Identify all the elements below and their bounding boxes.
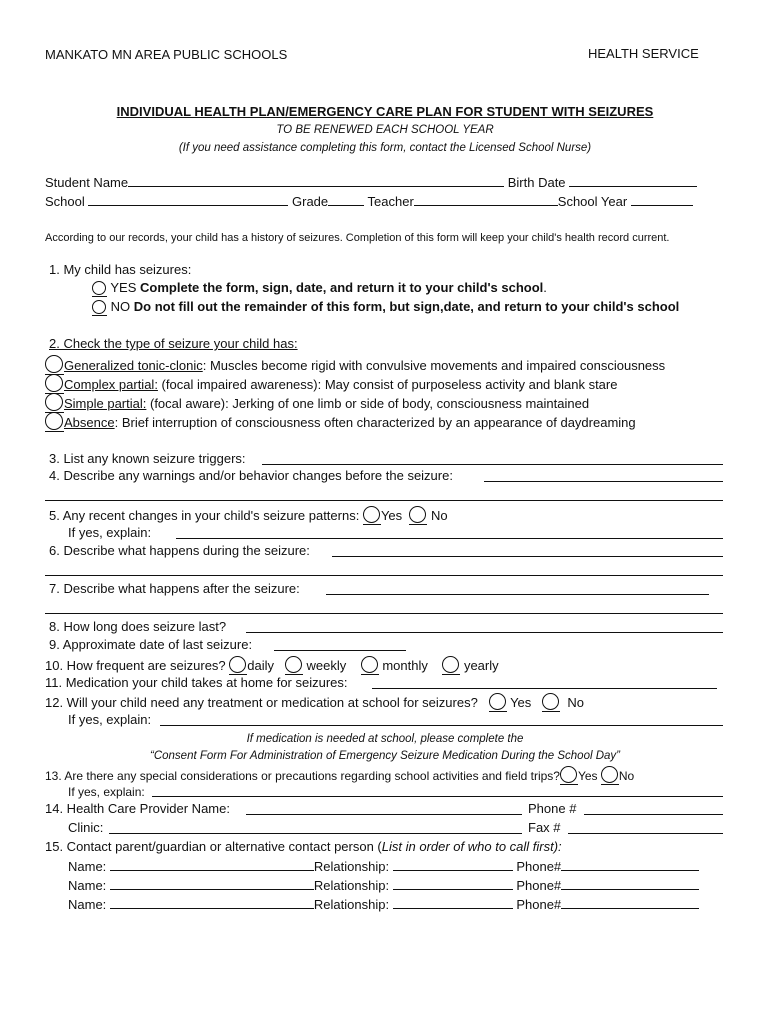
q6-field-line2[interactable] [45, 575, 723, 576]
contact-relationship-field[interactable] [393, 858, 513, 871]
q1-no-row [92, 299, 679, 316]
contact-relationship-field[interactable] [393, 877, 513, 890]
contact-row [68, 877, 699, 894]
q14-fax-label: Fax # [528, 820, 561, 835]
q10-monthly-radio[interactable] [361, 656, 379, 675]
birth-date-label: Birth Date [507, 175, 566, 190]
q5-yes-radio[interactable] [363, 506, 381, 525]
q13-yes-radio[interactable] [560, 766, 578, 785]
contact-phone-field[interactable] [561, 896, 699, 909]
contact-phone-label: Phone# [516, 878, 562, 893]
q5-explain-label: If yes, explain: [68, 525, 152, 540]
school-row [45, 193, 693, 210]
q12-row [45, 693, 584, 712]
medication-note: If medication is needed at school, please complete the [246, 733, 524, 745]
q12-explain-label: If yes, explain: [68, 712, 152, 727]
q1-label: 1. My child has seizures: [49, 262, 192, 277]
seizure-type-name: Simple partial: [64, 396, 147, 411]
birth-date-field[interactable] [569, 174, 697, 187]
q12-no-label: No [567, 695, 584, 710]
school-year-field[interactable] [631, 193, 693, 206]
q11-label: 11. Medication your child takes at home for seizures: [45, 675, 348, 690]
seizure-type-checkbox[interactable] [45, 412, 64, 432]
q1-no-text: Do not fill out the remainder of this form, but sign,date, and return to your child's school [133, 299, 680, 314]
contact-row [68, 858, 699, 875]
q10-daily-label: daily [247, 658, 275, 673]
consent-form-name: “Consent Form For Administration of Emergency Seizure Medication During the School Day” [150, 750, 620, 762]
form-subtitle-assistance: (If you need assistance completing this form, contact the Licensed School Nurse) [178, 142, 592, 154]
contact-name-label: Name: [68, 878, 107, 893]
q1-yes-radio[interactable] [92, 280, 107, 297]
q7-label: 7. Describe what happens after the seizure: [49, 581, 300, 596]
contact-relationship-label: Relationship: [313, 897, 390, 912]
q12-no-radio[interactable] [542, 693, 560, 712]
q12-yes-radio[interactable] [489, 693, 507, 712]
q14-phone-label: Phone # [528, 801, 577, 816]
q5-no-label: No [431, 508, 448, 523]
q10-row [45, 656, 499, 675]
q4-field-line2[interactable] [45, 500, 723, 501]
contact-name-field[interactable] [110, 877, 314, 890]
clinic-field[interactable] [109, 833, 522, 834]
seizure-type-desc: : Brief interruption of consciousness often characterized by an appearance of daydreaming [114, 415, 636, 430]
school-year-label: School Year [557, 194, 628, 209]
q14-label: 14. Health Care Provider Name: [45, 801, 230, 816]
contact-relationship-label: Relationship: [313, 859, 390, 874]
contact-name-field[interactable] [110, 896, 314, 909]
contact-phone-field[interactable] [561, 858, 699, 871]
q12-label: 12. Will your child need any treatment or medication at school for seizures? [45, 695, 478, 710]
q4-label: 4. Describe any warnings and/or behavior changes before the seizure: [49, 468, 453, 483]
seizure-type-row [45, 355, 665, 375]
q13-row [45, 766, 634, 785]
q8-label: 8. How long does seizure last? [49, 619, 227, 634]
seizure-type-desc: (focal aware): Jerking of one limb or side of body, consciousness maintained [146, 396, 590, 411]
department-name: HEALTH SERVICE [588, 46, 699, 61]
clinic-fax-field[interactable] [568, 833, 723, 834]
q13-no-label: No [618, 769, 635, 783]
contact-phone-label: Phone# [516, 897, 562, 912]
seizure-type-checkbox[interactable] [45, 374, 64, 394]
q1-no-label: NO [110, 299, 131, 314]
seizure-type-desc: (focal impaired awareness): May consist of purposeless activity and blank stare [157, 377, 618, 392]
org-name: MANKATO MN AREA PUBLIC SCHOOLS [45, 47, 288, 62]
q6-label: 6. Describe what happens during the seizure: [49, 543, 310, 558]
q7-field[interactable] [326, 594, 709, 595]
student-name-label: Student Name [45, 175, 129, 190]
contact-row [68, 896, 699, 913]
student-name-field[interactable] [128, 174, 504, 187]
q1-yes-label: YES [110, 280, 137, 295]
q15-label-row [45, 839, 562, 855]
q4-field[interactable] [484, 481, 723, 482]
q5-no-radio[interactable] [409, 506, 427, 525]
contact-name-label: Name: [68, 897, 107, 912]
school-field[interactable] [88, 193, 288, 206]
q12-explain-field[interactable] [160, 725, 723, 726]
q6-field[interactable] [332, 556, 723, 557]
q8-field[interactable] [246, 632, 723, 633]
q10-weekly-radio[interactable] [285, 656, 303, 675]
teacher-label: Teacher [367, 194, 414, 209]
school-label: School [45, 194, 85, 209]
q11-field[interactable] [372, 688, 717, 689]
q10-yearly-radio[interactable] [442, 656, 460, 675]
seizure-type-row [45, 412, 636, 432]
seizure-type-row [45, 393, 589, 413]
seizure-type-name: Complex partial: [64, 377, 158, 392]
q2-label: 2. Check the type of seizure your child has: [49, 336, 298, 351]
q5-row [49, 506, 448, 525]
contact-name-field[interactable] [110, 858, 314, 871]
q14-clinic-label: Clinic: [68, 820, 104, 835]
form-subtitle-renewal: TO BE RENEWED EACH SCHOOL YEAR [276, 124, 494, 136]
q1-no-radio[interactable] [92, 299, 107, 316]
q13-label: 13. Are there any special considerations or precautions regarding school activities and field trips? [45, 769, 560, 783]
q3-field[interactable] [262, 464, 723, 465]
seizure-type-name: Generalized tonic-clonic [64, 358, 203, 373]
q13-yes-label: Yes [577, 769, 598, 783]
provider-name-field[interactable] [246, 814, 522, 815]
q7-field-line2[interactable] [45, 613, 723, 614]
grade-field[interactable] [328, 193, 364, 206]
contact-name-label: Name: [68, 859, 107, 874]
q1-yes-period: . [543, 280, 547, 295]
provider-phone-field[interactable] [584, 814, 723, 815]
q12-yes-label: Yes [510, 695, 532, 710]
seizure-type-checkbox[interactable] [45, 393, 64, 413]
form-title: INDIVIDUAL HEALTH PLAN/EMERGENCY CARE PLAN FOR STUDENT WITH SEIZURES [116, 104, 654, 119]
contact-phone-label: Phone# [516, 859, 562, 874]
teacher-field[interactable] [414, 193, 558, 206]
q9-label: 9. Approximate date of last seizure: [49, 637, 253, 652]
q10-monthly-label: monthly [382, 658, 428, 673]
seizure-type-desc: : Muscles become rigid with convulsive movements and impaired consciousness [202, 358, 666, 373]
q1-yes-row [92, 280, 547, 297]
q5-explain-field[interactable] [176, 538, 723, 539]
contact-relationship-label: Relationship: [313, 878, 390, 893]
contact-relationship-field[interactable] [393, 896, 513, 909]
seizure-type-name: Absence [64, 415, 115, 430]
contact-phone-field[interactable] [561, 877, 699, 890]
seizure-type-row [45, 374, 617, 394]
student-row [45, 174, 697, 191]
q3-label: 3. List any known seizure triggers: [49, 451, 246, 466]
grade-label: Grade [292, 194, 329, 209]
q13-explain-label: If yes, explain: [68, 785, 145, 799]
q9-field[interactable] [274, 650, 406, 651]
q10-weekly-label: weekly [306, 658, 347, 673]
q10-label: 10. How frequent are seizures? [45, 658, 226, 673]
q1-yes-text: Complete the form, sign, date, and return it to your child's school [140, 280, 544, 295]
q5-label: 5. Any recent changes in your child's seizure patterns: [49, 508, 360, 523]
q13-explain-field[interactable] [152, 796, 723, 797]
q5-yes-label: Yes [380, 508, 403, 523]
intro-text: According to our records, your child has a history of seizures. Completion of this form will keep your child's health record current. [45, 232, 670, 244]
q15-label-italic: List in order of who to call first): [381, 839, 562, 854]
q15-label: 15. Contact parent/guardian or alternative contact person ( [45, 839, 382, 854]
q13-no-radio[interactable] [601, 766, 619, 785]
q10-yearly-label: yearly [463, 658, 499, 673]
q10-daily-radio[interactable] [229, 656, 247, 675]
seizure-type-checkbox[interactable] [45, 355, 64, 375]
